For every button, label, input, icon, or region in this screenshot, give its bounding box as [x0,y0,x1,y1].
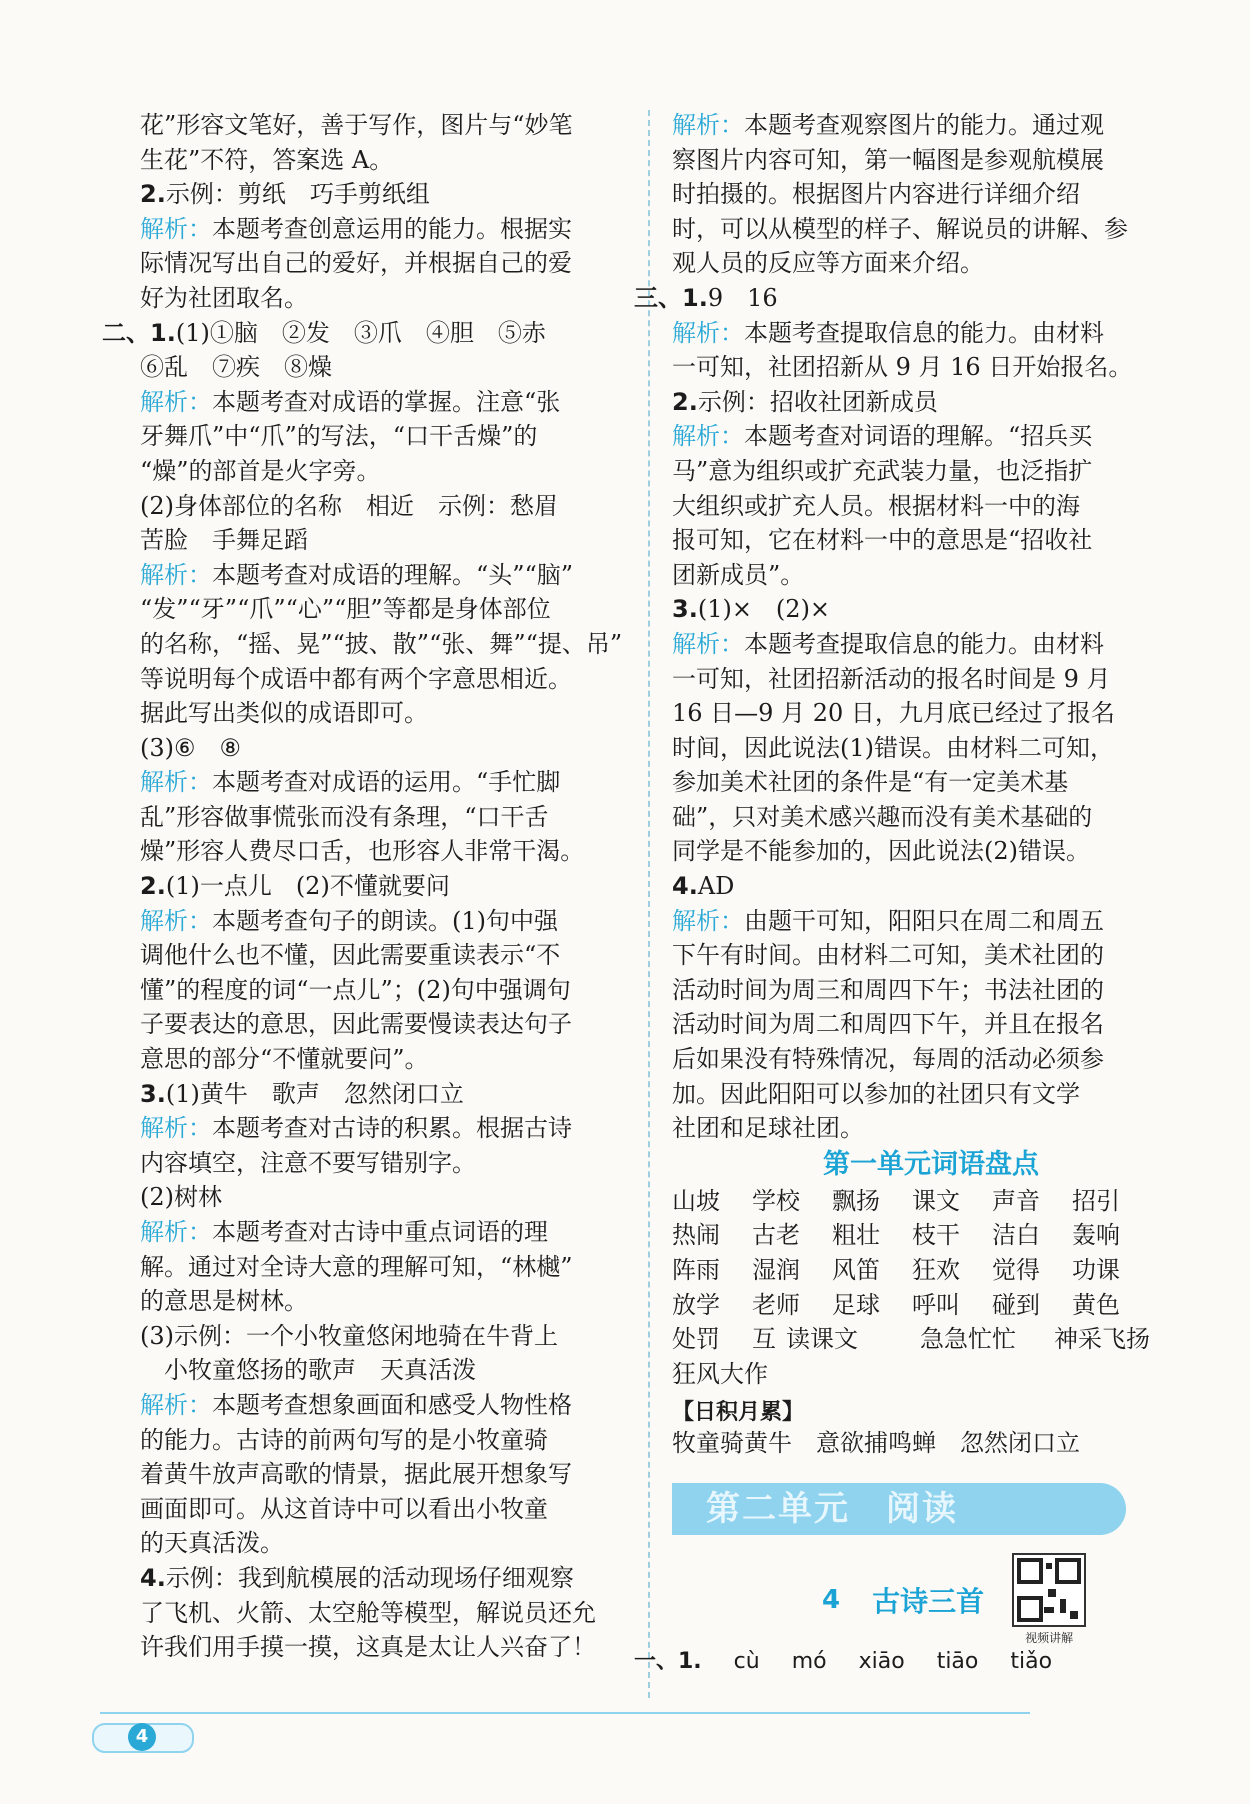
text-line [140,1146,628,1181]
text-line [672,246,1190,281]
line-text: 9 16 [707,283,778,312]
line-text: (2)树林 [140,1183,222,1212]
line-text: 本题考查对词语的理解。“招兵买 [744,422,1093,451]
word-item: 功课 [1072,1256,1120,1284]
text-line [672,316,1190,351]
line-text: 示例：我到航模展的活动现场仔细观察 [165,1563,574,1592]
word-item: 热闹 [672,1221,720,1250]
word-row [672,1184,1190,1219]
text-line [140,177,628,212]
line-text: 察图片内容可知，第一幅图是参观航模展 [672,145,1104,174]
text-line [672,800,1190,835]
page-badge [92,1723,194,1753]
analysis-label: 解析： [140,560,212,589]
word-item: 课文 [912,1186,960,1215]
analysis-label: 解析： [140,1114,212,1143]
analysis-label: 解析： [672,906,744,935]
line-text: 意思的部分“不懂就要问”。 [140,1045,429,1074]
text-line [672,1042,1190,1077]
text-line [140,731,628,766]
word-item: 读课文 [786,1325,858,1354]
word-item: 洁白 [992,1221,1040,1250]
word-item: 粗壮 [832,1221,880,1250]
text-line [140,108,628,143]
analysis-label: 解析： [672,422,744,451]
text-line [140,973,628,1008]
line-text: 苦脸 手舞足蹈 [140,526,308,555]
line-text: 时间，因此说法(1)错误。由材料二可知， [672,733,1114,762]
line-text: 许我们用手摸一摸，这真是太让人兴奋了！ [140,1633,596,1662]
line-text: 本题考查对成语的掌握。注意“张 [212,387,561,416]
text-line [672,419,1190,454]
text-line [140,696,628,731]
text-line [140,1353,628,1388]
text-line [140,938,628,973]
word-item: 碰到 [992,1290,1040,1319]
word-row [672,1218,1190,1253]
question-number: 4. [140,1563,166,1592]
text-line [140,281,628,316]
qr-code-icon [1012,1553,1086,1627]
word-item: 飘扬 [832,1186,880,1215]
analysis-label: 解析： [140,768,212,797]
text-line [672,454,1190,489]
analysis-label: 解析： [140,214,212,243]
text-line [140,1111,628,1146]
line-text: (2)身体部位的名称 相近 示例：愁眉 [140,491,558,520]
line-text: 等说明每个成语中都有两个字意思相近。 [140,664,572,693]
text-line [672,869,1190,904]
text-line [672,592,1190,627]
line-text: 报可知，它在材料一中的意思是“招收社 [672,526,1093,555]
line-text: 调他什么也不懂，因此需要重读表示“不 [140,941,561,970]
line-text: (1)× (2)× [697,595,831,624]
line-text: 本题考查对成语的理解。“头”“脑” [212,560,574,589]
pinyin-item: tiǎo [1010,1648,1053,1674]
text-line [140,592,628,627]
word-row [672,1322,1190,1357]
question-number: 1. [682,283,708,312]
word-item: 神采飞扬 [1054,1325,1150,1354]
question-number: 3. [672,595,698,624]
text-line [102,316,628,351]
line-text: 内容填空，注意不要写错别字。 [140,1148,476,1177]
line-text: 本题考查提取信息的能力。由材料 [744,629,1104,658]
unit-words-list [672,1184,1190,1392]
word-item: 阵雨 [672,1256,720,1284]
text-line [634,281,1190,316]
line-text: 解。通过对全诗大意的理解可知，“林樾” [140,1252,573,1281]
word-item: 狂欢 [912,1256,960,1284]
question-number: 1. [150,318,176,347]
lesson-title: 古诗三首 [872,1584,985,1618]
pinyin-item: mó [791,1648,827,1674]
line-text: 大组织或扩充人员。根据材料一中的海 [672,491,1080,520]
line-text: 本题考查对古诗的积累。根据古诗 [212,1114,572,1143]
line-text: 示例：剪纸 巧手剪纸组 [165,180,430,209]
text-line [140,454,628,489]
line-text: (1)①脑 ②发 ③爪 ④胆 ⑤赤 [175,318,546,347]
lesson-header [672,1555,1190,1645]
line-text: 据此写出类似的成语即可。 [140,699,428,728]
text-line [140,212,628,247]
line-text: 懂”的程度的词“一点儿”；(2)句中强调句 [140,975,571,1004]
word-item: 学校 [752,1186,800,1215]
line-text: 后如果没有特殊情况，每周的活动必须参 [672,1045,1104,1074]
text-line [140,350,628,385]
question-number: 3. [140,1079,166,1108]
left-column [102,108,628,1665]
text-line [672,731,1190,766]
pinyin-answers [634,1645,1190,1679]
line-text: ⑥乱 ⑦疾 ⑧燥 [140,353,332,382]
text-line [140,385,628,420]
text-line [672,212,1190,247]
analysis-label: 解析： [672,318,744,347]
question-number: 2. [140,180,166,209]
page-number: 4 [128,1723,156,1751]
line-text: 加。因此阳阳可以参加的社团只有文学 [672,1079,1080,1108]
word-item: 风笛 [832,1256,880,1284]
line-text: 花”形容文笔好，善于写作，图片与“妙笔 [140,111,573,139]
line-text: 的能力。古诗的前两句写的是小牧童骑 [140,1425,548,1454]
text-line [140,904,628,939]
line-text: 团新成员”。 [672,560,805,589]
line-text: 一可知，社团招新活动的报名时间是 9 月 [672,664,1111,693]
section-number: 二、 [102,317,150,347]
line-text: (1)黄牛 歌声 忽然闭口立 [165,1079,464,1108]
text-line [672,834,1190,869]
line-text: 本题考查想象画面和感受人物性格 [212,1390,572,1419]
line-text: 生花”不符，答案选 A。 [140,145,394,174]
word-item: 急急忙忙 [920,1325,1016,1354]
text-line [140,558,628,593]
word-item: 山坡 [672,1186,720,1215]
unit-banner: 第二单元 阅读 [672,1483,1126,1535]
text-line [140,523,628,558]
text-line [672,1077,1190,1112]
analysis-label: 解析： [672,629,744,658]
text-line [672,904,1190,939]
line-text: 的意思是树林。 [140,1287,308,1316]
word-item: 轰响 [1072,1221,1120,1250]
word-item: 觉得 [992,1256,1040,1284]
line-text: 同学是不能参加的，因此说法(2)错误。 [672,837,1090,866]
line-text: (3)⑥ ⑧ [140,733,242,762]
column-divider [648,110,650,1698]
word-row [672,1288,1190,1323]
line-text: “燥”的部首是火字旁。 [140,456,381,485]
text-line [672,489,1190,524]
line-text: 参加美术社团的条件是“有一定美术基 [672,768,1069,797]
riji-text: 牧童骑黄牛 意欲捕鸣蝉 忽然闭口立 [672,1429,1080,1458]
line-text: 的名称，“摇、晃”“披、散”“张、舞”“提、吊” [140,629,623,658]
line-text: 社团和足球社团。 [672,1114,864,1143]
text-line [140,143,628,178]
analysis-label: 解析： [140,1218,212,1246]
qr-code[interactable] [1012,1553,1086,1646]
line-text: AD [697,872,735,901]
text-line [140,662,628,697]
word-item: 声音 [992,1186,1040,1215]
word-item: 狂风大作 [672,1359,768,1388]
line-text: 本题考查句子的朗读。(1)句中强 [212,906,558,935]
qr-label: 视频讲解 [1025,1631,1074,1646]
line-text: 本题考查对成语的运用。“手忙脚 [212,768,561,797]
text-line [140,419,628,454]
pinyin-section-number: 一、1. [634,1648,702,1674]
text-line [140,800,628,835]
text-line [140,1388,628,1423]
text-line [140,246,628,281]
line-text: 子要表达的意思，因此需要慢读表达句子 [140,1010,572,1039]
text-line [140,1492,628,1527]
text-line [140,1007,628,1042]
line-text: 马”意为组织或扩充武装力量，也泛指扩 [672,456,1093,485]
text-line [672,177,1190,212]
question-number: 2. [140,872,166,901]
text-line [140,1284,628,1319]
line-text: 活动时间为周三和周四下午；书法社团的 [672,975,1104,1004]
word-item: 招引 [1072,1186,1120,1215]
word-item: 黄色 [1072,1290,1120,1319]
text-line [672,627,1190,662]
text-line [672,558,1190,593]
line-text: 16 日—9 月 20 日，九月底已经过了报名 [672,699,1115,728]
line-text: 时拍摄的。根据图片内容进行详细介绍 [672,180,1080,209]
line-text: 时，可以从模型的样子、解说员的讲解、参 [672,214,1128,243]
text-line [140,1215,628,1250]
line-text: 画面即可。从这首诗中可以看出小牧童 [140,1494,548,1523]
analysis-label: 解析： [672,111,744,139]
right-answers [634,108,1190,1146]
word-item: 足球 [832,1290,880,1319]
line-text: 础”，只对美术感兴趣而没有美术基础的 [672,802,1093,831]
text-line [140,765,628,800]
text-line [140,1319,628,1354]
line-text: 了飞机、火箭、太空舱等模型，解说员还允 [140,1598,596,1627]
line-text: 际情况写出自己的爱好，并根据自己的爱 [140,249,572,278]
word-item: 枝干 [912,1221,960,1250]
line-text: 好为社团取名。 [140,283,308,312]
text-line [672,938,1190,973]
text-line [140,627,628,662]
text-line [140,1561,628,1596]
line-text: 燥”形容人费尽口舌，也形容人非常干渴。 [140,837,585,866]
line-text: 本题考查对古诗中重点词语的理 [212,1218,548,1246]
line-text: 由题干可知，阳阳只在周二和周五 [744,906,1104,935]
text-line [672,973,1190,1008]
question-number: 2. [672,387,698,416]
line-text: 活动时间为周二和周四下午，并且在报名 [672,1010,1104,1039]
text-line [140,1180,628,1215]
line-text: 示例：招收社团新成员 [697,387,938,416]
word-item: 老师 [752,1290,800,1319]
text-line [140,869,628,904]
word-item: 放学 [672,1290,720,1319]
riji-title: 【日积月累】 [672,1400,805,1426]
line-text: 着黄牛放声高歌的情景，据此展开想象写 [140,1460,572,1489]
word-item: 呼叫 [912,1290,960,1319]
analysis-label: 解析： [140,1390,212,1419]
text-line [672,523,1190,558]
text-line [672,108,1190,143]
text-line [140,1457,628,1492]
line-text: 乱”形容做事慌张而没有条理，“口干舌 [140,802,549,831]
text-line [672,765,1190,800]
lesson-number: 4 [822,1584,841,1615]
text-line [672,385,1190,420]
text-line [140,1596,628,1631]
line-text: 本题考查观察图片的能力。通过观 [744,111,1104,139]
line-text: 下午有时间。由材料二可知，美术社团的 [672,941,1104,970]
pinyin-item: xiāo [858,1648,905,1674]
line-text: (3)示例：一个小牧童悠闲地骑在牛背上 [140,1321,558,1350]
text-line [140,1077,628,1112]
pinyin-item: tiāo [936,1648,979,1674]
footer-line [100,1712,1030,1714]
pinyin-item: cù [733,1648,760,1674]
text-line [140,1630,628,1665]
analysis-label: 解析： [140,906,212,935]
text-line [140,834,628,869]
line-text: 牙舞爪”中“爪”的写法，“口干舌燥”的 [140,422,538,451]
text-line [672,696,1190,731]
text-line [672,143,1190,178]
word-item: 处罚 [672,1325,720,1354]
text-line [140,1423,628,1458]
word-row [672,1253,1190,1288]
text-line [672,1111,1190,1146]
line-text: 本题考查提取信息的能力。由材料 [744,318,1104,347]
text-line [672,662,1190,697]
line-text: (1)一点儿 (2)不懂就要问 [165,872,450,901]
word-item: 湿润 [752,1256,800,1284]
text-line [672,1007,1190,1042]
analysis-label: 解析： [140,387,212,416]
text-line [140,1042,628,1077]
line-text: 本题考查创意运用的能力。根据实 [212,214,572,243]
line-text: “发”“牙”“爪”“心”“胆”等都是身体部位 [140,595,551,624]
unit-words-title: 第一单元词语盘点 [823,1148,1039,1180]
word-row [672,1357,1190,1392]
text-line [140,1526,628,1561]
line-text: 小牧童悠扬的歌声 天真活泼 [140,1356,476,1385]
text-line [672,350,1190,385]
text-line [140,489,628,524]
text-line [140,1250,628,1285]
question-number: 4. [672,872,698,901]
line-text: 观人员的反应等方面来介绍。 [672,249,984,278]
section-number: 三、 [634,282,682,312]
word-item: 古老 [752,1221,800,1250]
word-item: 互 [752,1325,776,1354]
right-column [634,108,1190,1679]
line-text: 的天真活泼。 [140,1529,284,1558]
line-text: 一可知，社团招新从 9 月 16 日开始报名。 [672,353,1133,382]
